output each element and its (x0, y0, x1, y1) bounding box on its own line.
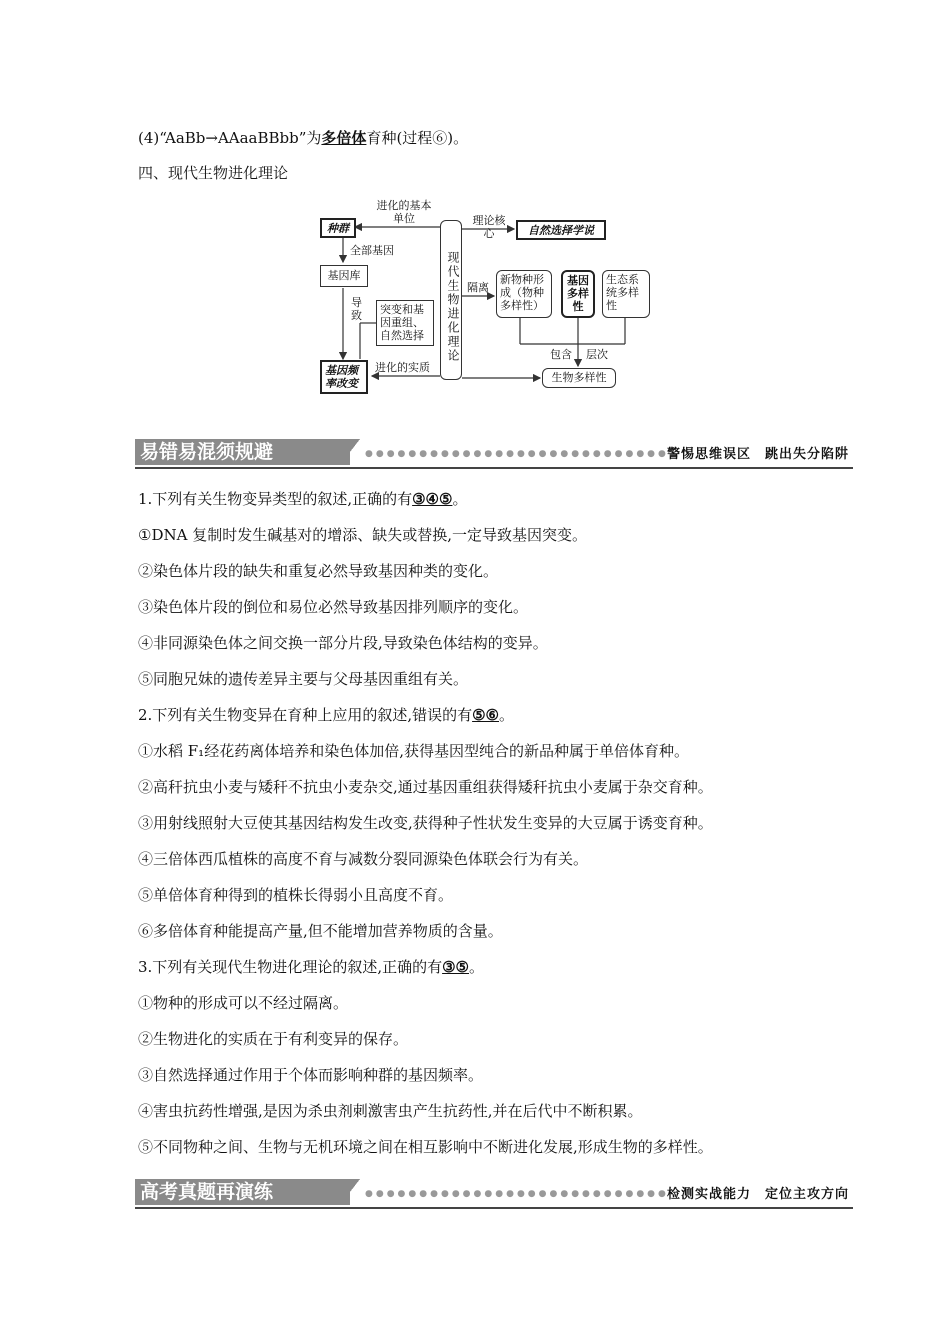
xinwuzhong-box: 新物种形成（物种多样性） (496, 270, 552, 318)
q3-answer: ③⑤ (442, 958, 469, 976)
label-jinhua-shizhi: 进化的实质 (375, 361, 430, 374)
q3-item-5: ⑤不同物种之间、生物与无机环境之间在相互影响中不断进化发展,形成生物的多样性。 (138, 1138, 713, 1156)
q2-item-2: ②高秆抗虫小麦与矮秆不抗虫小麦杂交,通过基因重组获得矮秆抗虫小麦属于杂交育种。 (138, 778, 713, 796)
q1-stem-text: 1.下列有关生物变异类型的叙述,正确的有 (138, 490, 413, 508)
q3-stem-end: 。 (469, 958, 485, 976)
q1-item-2: ②染色体片段的缺失和重复必然导致基因种类的变化。 (138, 562, 499, 580)
label-cengci: 层次 (586, 348, 608, 361)
shengwu-duoyang-box: 生物多样性 (542, 368, 616, 388)
banner-yicuo-slant (340, 439, 360, 465)
tubian-box: 突变和基因重组、自然选择 (376, 300, 434, 346)
line-4-suffix: 育种(过程⑥)。 (366, 129, 469, 147)
banner-yicuo (135, 439, 853, 469)
banner-yicuo-title: 易错易混须规避 (135, 439, 350, 465)
q1-item-4: ④非同源染色体之间交换一部分片段,导致染色体结构的变异。 (138, 634, 548, 652)
banner-yicuo-rule (135, 467, 853, 469)
q2-item-1: ①水稻 F₁经花药离体培养和染色体加倍,获得基因型纯合的新品种属于单倍体育种。 (138, 742, 689, 760)
banner-gaokao-dots: ●●●●●●●●●●●●●●●●●●●●●●●●●●●● (365, 1189, 669, 1199)
label-geli: 隔离 (467, 281, 489, 294)
banner-gaokao (135, 1179, 853, 1209)
label-jinhua-jiben-danwei: 进化的基本单位 (376, 199, 432, 225)
banner-gaokao-rule (135, 1207, 853, 1209)
q2-item-4: ④三倍体西瓜植株的高度不育与减数分裂同源染色体联会行为有关。 (138, 850, 589, 868)
banner-yicuo-dots: ●●●●●●●●●●●●●●●●●●●●●●●●●●●● (365, 449, 669, 459)
line-4-bold: 多倍体 (321, 129, 367, 147)
q2-stem-end: 。 (499, 706, 515, 724)
q2-answer: ⑤⑥ (472, 706, 499, 724)
q1-stem-end: 。 (452, 490, 468, 508)
q2-item-5: ⑤单倍体育种得到的植株长得弱小且高度不育。 (138, 886, 454, 904)
q1-item-3: ③染色体片段的倒位和易位必然导致基因排列顺序的变化。 (138, 598, 529, 616)
q3-item-4: ④害虫抗药性增强,是因为杀虫剂刺激害虫产生抗药性,并在后代中不断积累。 (138, 1102, 643, 1120)
q3-item-1: ①物种的形成可以不经过隔离。 (138, 994, 349, 1012)
q2-item-6: ⑥多倍体育种能提高产量,但不能增加营养物质的含量。 (138, 922, 503, 940)
label-daozhi: 导致 (351, 296, 362, 322)
zhongqun-box: 种群 (320, 218, 356, 238)
q2-stem-text: 2.下列有关生物变异在育种上应用的叙述,错误的有 (138, 706, 473, 724)
section-4-heading: 四、现代生物进化理论 (138, 164, 289, 182)
jiyin-duoyang-box: 基因多样性 (561, 270, 595, 318)
banner-yicuo-tag: 警惕思维误区 跳出失分陷阱 (666, 447, 849, 462)
line-4 (138, 128, 468, 148)
center-box: 现代生物进化理论 (440, 220, 462, 380)
banner-gaokao-slant (340, 1179, 360, 1205)
label-lilun-hexin: 理论核心 (472, 214, 506, 240)
q1-item-1: ①DNA 复制时发生碱基对的增添、缺失或替换,一定导致基因突变。 (138, 526, 587, 544)
q1-answer: ③④⑤ (412, 490, 453, 508)
line-4-prefix: (4)“AaBb→AAaaBBbb”为 (138, 129, 322, 147)
banner-gaokao-tag: 检测实战能力 定位主攻方向 (666, 1187, 849, 1202)
q1-item-5: ⑤同胞兄妹的遗传差异主要与父母基因重组有关。 (138, 670, 469, 688)
q2-item-3: ③用射线照射大豆使其基因结构发生改变,获得种子性状发生变异的大豆属于诱变育种。 (138, 814, 713, 832)
jiyin-pinlv-box: 基因频率改变 (320, 360, 368, 394)
label-baohan: 包含 (550, 348, 572, 361)
label-quanbu-jiyin: 全部基因 (350, 244, 394, 257)
jiyinku-box: 基因库 (320, 265, 368, 287)
q3-stem-text: 3.下列有关现代生物进化理论的叙述,正确的有 (138, 958, 443, 976)
q3-item-3: ③自然选择通过作用于个体而影响种群的基因频率。 (138, 1066, 484, 1084)
q3-stem (138, 957, 484, 977)
shengtai-box: 生态系统多样性 (602, 270, 650, 318)
evolution-theory-diagram (300, 196, 650, 406)
q3-item-2: ②生物进化的实质在于有利变异的保存。 (138, 1030, 409, 1048)
banner-gaokao-title: 高考真题再演练 (135, 1179, 350, 1205)
q2-stem (138, 705, 514, 725)
ziran-xuanze-box: 自然选择学说 (516, 220, 606, 240)
q1-stem (138, 489, 467, 509)
